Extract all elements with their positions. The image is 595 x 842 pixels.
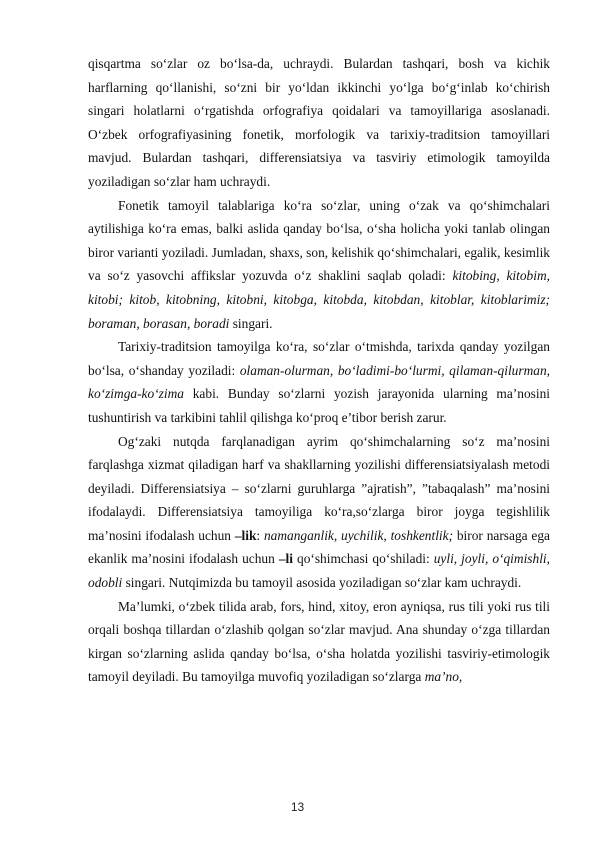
paragraph xyxy=(88,430,550,595)
document-body xyxy=(88,52,550,689)
paragraph xyxy=(88,595,550,689)
bold-text: –li xyxy=(278,551,293,567)
text-run: kabi. Bunday so‘zlarni yozish jarayonida ularning ma’nosini tushuntirish va tarkibini tahlil qilishga ko‘proq e’tibor berish zarur. xyxy=(88,386,550,425)
italic-text: uyli, joyli, o‘qimishli, odobli xyxy=(88,551,550,591)
text-run: Ma’lumki, o‘zbek tilida arab, fors, hind, xitoy, eron ayniqsa, rus tili yoki rus tili orqali boshqa tillardan o‘zlashib qolgan so‘zlar mavjud. Ana shunday o‘zga tillardan kirgan so‘zlarning aslida qanday bo‘lsa, o‘sha holatda yozilishi tasviriy-etimologik tamoyil deyiladi. Bu tamoyilga muvofiq yoziladigan so‘zlarga xyxy=(88,598,550,685)
text-run: biror narsaga ega ekanlik ma’nosini ifodalash uchun xyxy=(88,527,550,567)
text-run: Og‘zaki nutqda farqlanadigan ayrim qo‘shimchalarning so‘z ma’nosini farqlashga xizmat qiladigan harf va shakllarning yozilishi differensiatsiyalash metodi deyiladi. Differensiatsiya – so‘zlarni guruhlarga ”ajratish”, ”tabaqalash” ma’nosini ifodalaydi. Differensiatsiya tamoyiliga ko‘ra,so‘zlarga biror joyga tegishlilik ma’nosini ifodalash uchun xyxy=(88,433,550,543)
paragraph xyxy=(88,52,550,194)
text-run: Fonetik tamoyil talablariga ko‘ra so‘zlar, uning o‘zak va qo‘shimchalari aytilishiga ko‘ra emas, balki aslida qanday bo‘lsa, o‘sha holicha yoki tanlab olingan biror varianti yoziladi. Jumladan, shaxs, son, kelishik qo‘shimchalari, egalik, kesimlik va so‘z yasovchi affikslar yozuvda o‘z shaklini saqlab qoladi: xyxy=(88,197,550,284)
paragraph xyxy=(88,194,550,336)
text-run: Tarixiy-traditsion tamoyilga ko‘ra, so‘zlar o‘tmishda, tarixda qanday yozilgan bo‘lsa, o‘shanday yoziladi: xyxy=(88,339,550,378)
italic-text: namanganlik, uychilik, toshkentlik; xyxy=(263,527,454,543)
text-run: : xyxy=(256,527,264,543)
text-run: singari. xyxy=(229,315,273,331)
bold-text: –lik xyxy=(234,527,257,543)
italic-text: ma’no, xyxy=(424,669,463,685)
text-run: singari. Nutqimizda bu tamoyil asosida yoziladigan so‘zlar kam uchraydi. xyxy=(122,575,522,591)
text-run: qisqartma so‘zlar oz bo‘lsa-da, uchraydi. Bulardan tashqari, bosh va kichik harflarning qo‘llanishi, so‘zni bir yo‘ldan ikkinchi yo‘lga bo‘g‘inlab ko‘chirish singari holatlarni o‘rgatishda orfografiya qoidalari va tamoyillariga asoslanadi. O‘zbek orfografiyasining fonetik, morfologik va tarixiy-traditsion tamoyillari mavjud. Bulardan tashqari, differensiatsiya va tasviriy etimologik tamoyilda yoziladigan so‘zlar ham uchraydi. xyxy=(88,56,550,189)
page-number: 13 xyxy=(290,800,305,814)
paragraph xyxy=(88,335,550,429)
italic-text: olaman-olurman, bo‘ladimi-bo‘lurmi, qilaman-qilurman, ko‘zimga-ko‘zima xyxy=(88,362,550,402)
text-run: qo‘shimchasi qo‘shiladi: xyxy=(292,551,434,567)
italic-text: kitobing, kitobim, kitobi; kitob, kitobning, kitobni, kitobga, kitobda, kitobdan, kitoblar, kitoblarimiz; boraman, borasan, boradi xyxy=(88,268,550,331)
